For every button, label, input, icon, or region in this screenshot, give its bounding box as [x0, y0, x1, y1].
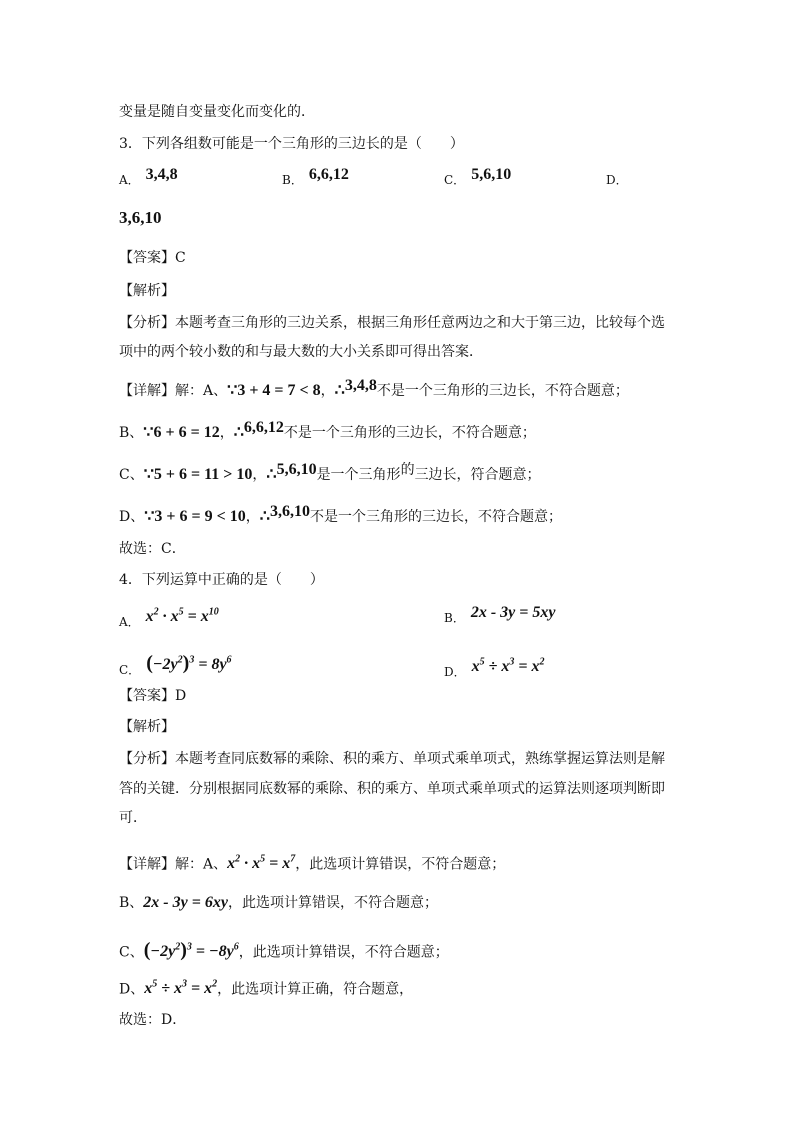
therefore-symbol: ∴ — [266, 466, 277, 483]
q3-option-a-math: 3,4,8 — [145, 166, 178, 183]
q4-option-d-letter: D． — [444, 665, 466, 680]
q3-option-b-math: 6,6,12 — [308, 166, 349, 183]
q3-detail-a-sep: ， — [320, 383, 335, 399]
q4-detail-a — [119, 850, 505, 874]
q4-detail-b-math: 2x - 3y = 6xy — [143, 894, 228, 911]
therefore-symbol: ∴ — [259, 508, 270, 525]
q4-detail-b — [119, 893, 438, 913]
q3-detail-a-set: 3,4,8 — [344, 377, 377, 394]
q4-option-a — [119, 608, 219, 632]
q3-detail-d-expr: 3 + 6 = 9 < 10 — [154, 508, 246, 525]
q3-detail-c-conclusion-b: 的 — [400, 462, 415, 478]
q3-detail-c — [119, 461, 541, 485]
because-symbol: ∵ — [143, 424, 154, 441]
q4-detail-c-conclusion: ，此选项计算错误，不符合题意； — [238, 944, 449, 961]
q4-option-a-math: $x^2 \cdot x^5 = x^{10}$ — [145, 607, 219, 626]
q3-option-a — [119, 166, 178, 190]
q4-detail-b-prefix: B、 — [119, 895, 144, 911]
q3-option-b — [282, 166, 349, 190]
q4-detail-d-math: $x^5 \div x^3 = x^2$ — [144, 979, 218, 998]
q3-detail-c-conclusion-c: 三边长，符合题意； — [414, 467, 541, 483]
q4-detail-c-math: $(-2y^2)^3 = -8y^6$ — [143, 939, 239, 962]
because-symbol: ∵ — [144, 508, 155, 525]
q4-detail-d-conclusion: ，此选项计算正确，符合题意， — [217, 981, 414, 998]
q3-option-d-letter: D． — [606, 173, 628, 187]
q3-detail-a-expr: 3 + 4 = 7 < 8 — [237, 382, 321, 399]
q4-option-d-math: $x^5 \div x^3 = x^2$ — [471, 657, 545, 676]
q3-detail-b-conclusion: 不是一个三角形的三边长，不符合题意； — [283, 425, 536, 441]
q3-detail-c-prefix: C、 — [119, 467, 144, 483]
q4-analysis-line-3: 可． — [119, 810, 147, 826]
q3-option-d — [606, 170, 634, 190]
q4-detail-c — [119, 938, 449, 962]
q4-detail-b-conclusion: ，此选项计算错误，不符合题意； — [227, 895, 438, 911]
q3-option-d-math: 3,6,10 — [119, 208, 162, 227]
therefore-symbol: ∴ — [233, 424, 244, 441]
q3-analysis-heading: 【解析】 — [119, 283, 175, 299]
q3-detail-d-prefix: D、 — [119, 509, 145, 525]
q3-detail-c-conclusion-a: 是一个三角形 — [316, 467, 401, 483]
q4-stem: 4．下列运算中正确的是（ ） — [119, 572, 324, 588]
q3-detail-c-sep: ， — [252, 467, 267, 483]
q4-detail-a-math: $x^2 \cdot x^5 = x^7$ — [227, 854, 296, 873]
q3-detail-a — [119, 377, 629, 401]
q3-stem: 3．下列各组数可能是一个三角形的三边长的是（ ） — [119, 136, 464, 152]
q3-analysis-line-2: 项中的两个较小数的和与最大数的大小关系即可得出答案． — [119, 344, 483, 360]
q3-detail-d-sep: ， — [245, 509, 260, 525]
q4-analysis-line-1: 【分析】本题考查同底数幂的乘除、积的乘方、单项式乘单项式，熟练掌握运算法则是解 — [119, 751, 665, 767]
because-symbol: ∵ — [143, 466, 154, 483]
q4-detail-c-prefix: C、 — [119, 944, 144, 961]
q3-detail-b — [119, 419, 536, 443]
q4-option-c — [119, 652, 232, 680]
because-symbol: ∵ — [227, 382, 238, 399]
q4-analysis-line-2: 答的关键．分别根据同底数幂的乘除、积的乘方、单项式乘单项式的运算法则逐项判断即 — [119, 781, 665, 797]
q3-detail-b-sep: ， — [219, 425, 234, 441]
q3-option-c-letter: C． — [444, 173, 466, 187]
q4-detail-a-prefix: 【详解】解：A、 — [119, 856, 228, 873]
q3-answer: 【答案】C — [119, 250, 186, 266]
q4-option-b-letter: B． — [444, 611, 465, 625]
q3-option-b-letter: B． — [282, 173, 303, 187]
q3-detail-b-expr: 6 + 6 = 12 — [153, 424, 220, 441]
q3-option-c — [444, 166, 512, 190]
therefore-symbol: ∴ — [334, 382, 345, 399]
intro-line: 变量是随自变量变化而变化的． — [119, 104, 315, 120]
q3-detail-c-expr: 5 + 6 = 11 > 10 — [153, 466, 253, 483]
q4-detail-d — [119, 975, 413, 999]
q3-option-c-math: 5,6,10 — [471, 166, 512, 183]
q4-final: 故选：D． — [119, 1012, 187, 1028]
q4-detail-d-prefix: D、 — [119, 981, 145, 998]
q4-option-a-letter: A． — [119, 615, 140, 630]
q4-option-d — [444, 658, 545, 682]
q4-detail-a-conclusion: ，此选项计算错误，不符合题意； — [295, 856, 506, 873]
q4-option-c-math: $(-2y^2)^3 = 8y^6$ — [146, 652, 232, 675]
q4-option-b-math: 2x - 3y = 5xy — [470, 604, 556, 621]
q3-final: 故选：C． — [119, 541, 186, 557]
q4-option-c-letter: C． — [119, 663, 141, 678]
q4-answer: 【答案】D — [119, 688, 187, 704]
q3-analysis-line-1: 【分析】本题考查三角形的三边关系，根据三角形任意两边之和大于第三边，比较每个选 — [119, 315, 665, 331]
q3-detail-b-prefix: B、 — [119, 425, 144, 441]
q4-option-b — [444, 604, 556, 628]
q3-detail-d — [119, 503, 562, 527]
q3-detail-d-conclusion: 不是一个三角形的三边长，不符合题意； — [309, 509, 562, 525]
q3-detail-c-set: 5,6,10 — [276, 461, 317, 478]
q3-detail-d-set: 3,6,10 — [269, 503, 310, 520]
q4-analysis-heading: 【解析】 — [119, 719, 175, 735]
q3-detail-a-prefix: 【详解】解：A、 — [119, 383, 228, 399]
q3-option-a-letter: A． — [119, 173, 140, 187]
q3-detail-b-set: 6,6,12 — [243, 419, 284, 436]
q3-detail-a-conclusion: 不是一个三角形的三边长，不符合题意； — [376, 383, 629, 399]
